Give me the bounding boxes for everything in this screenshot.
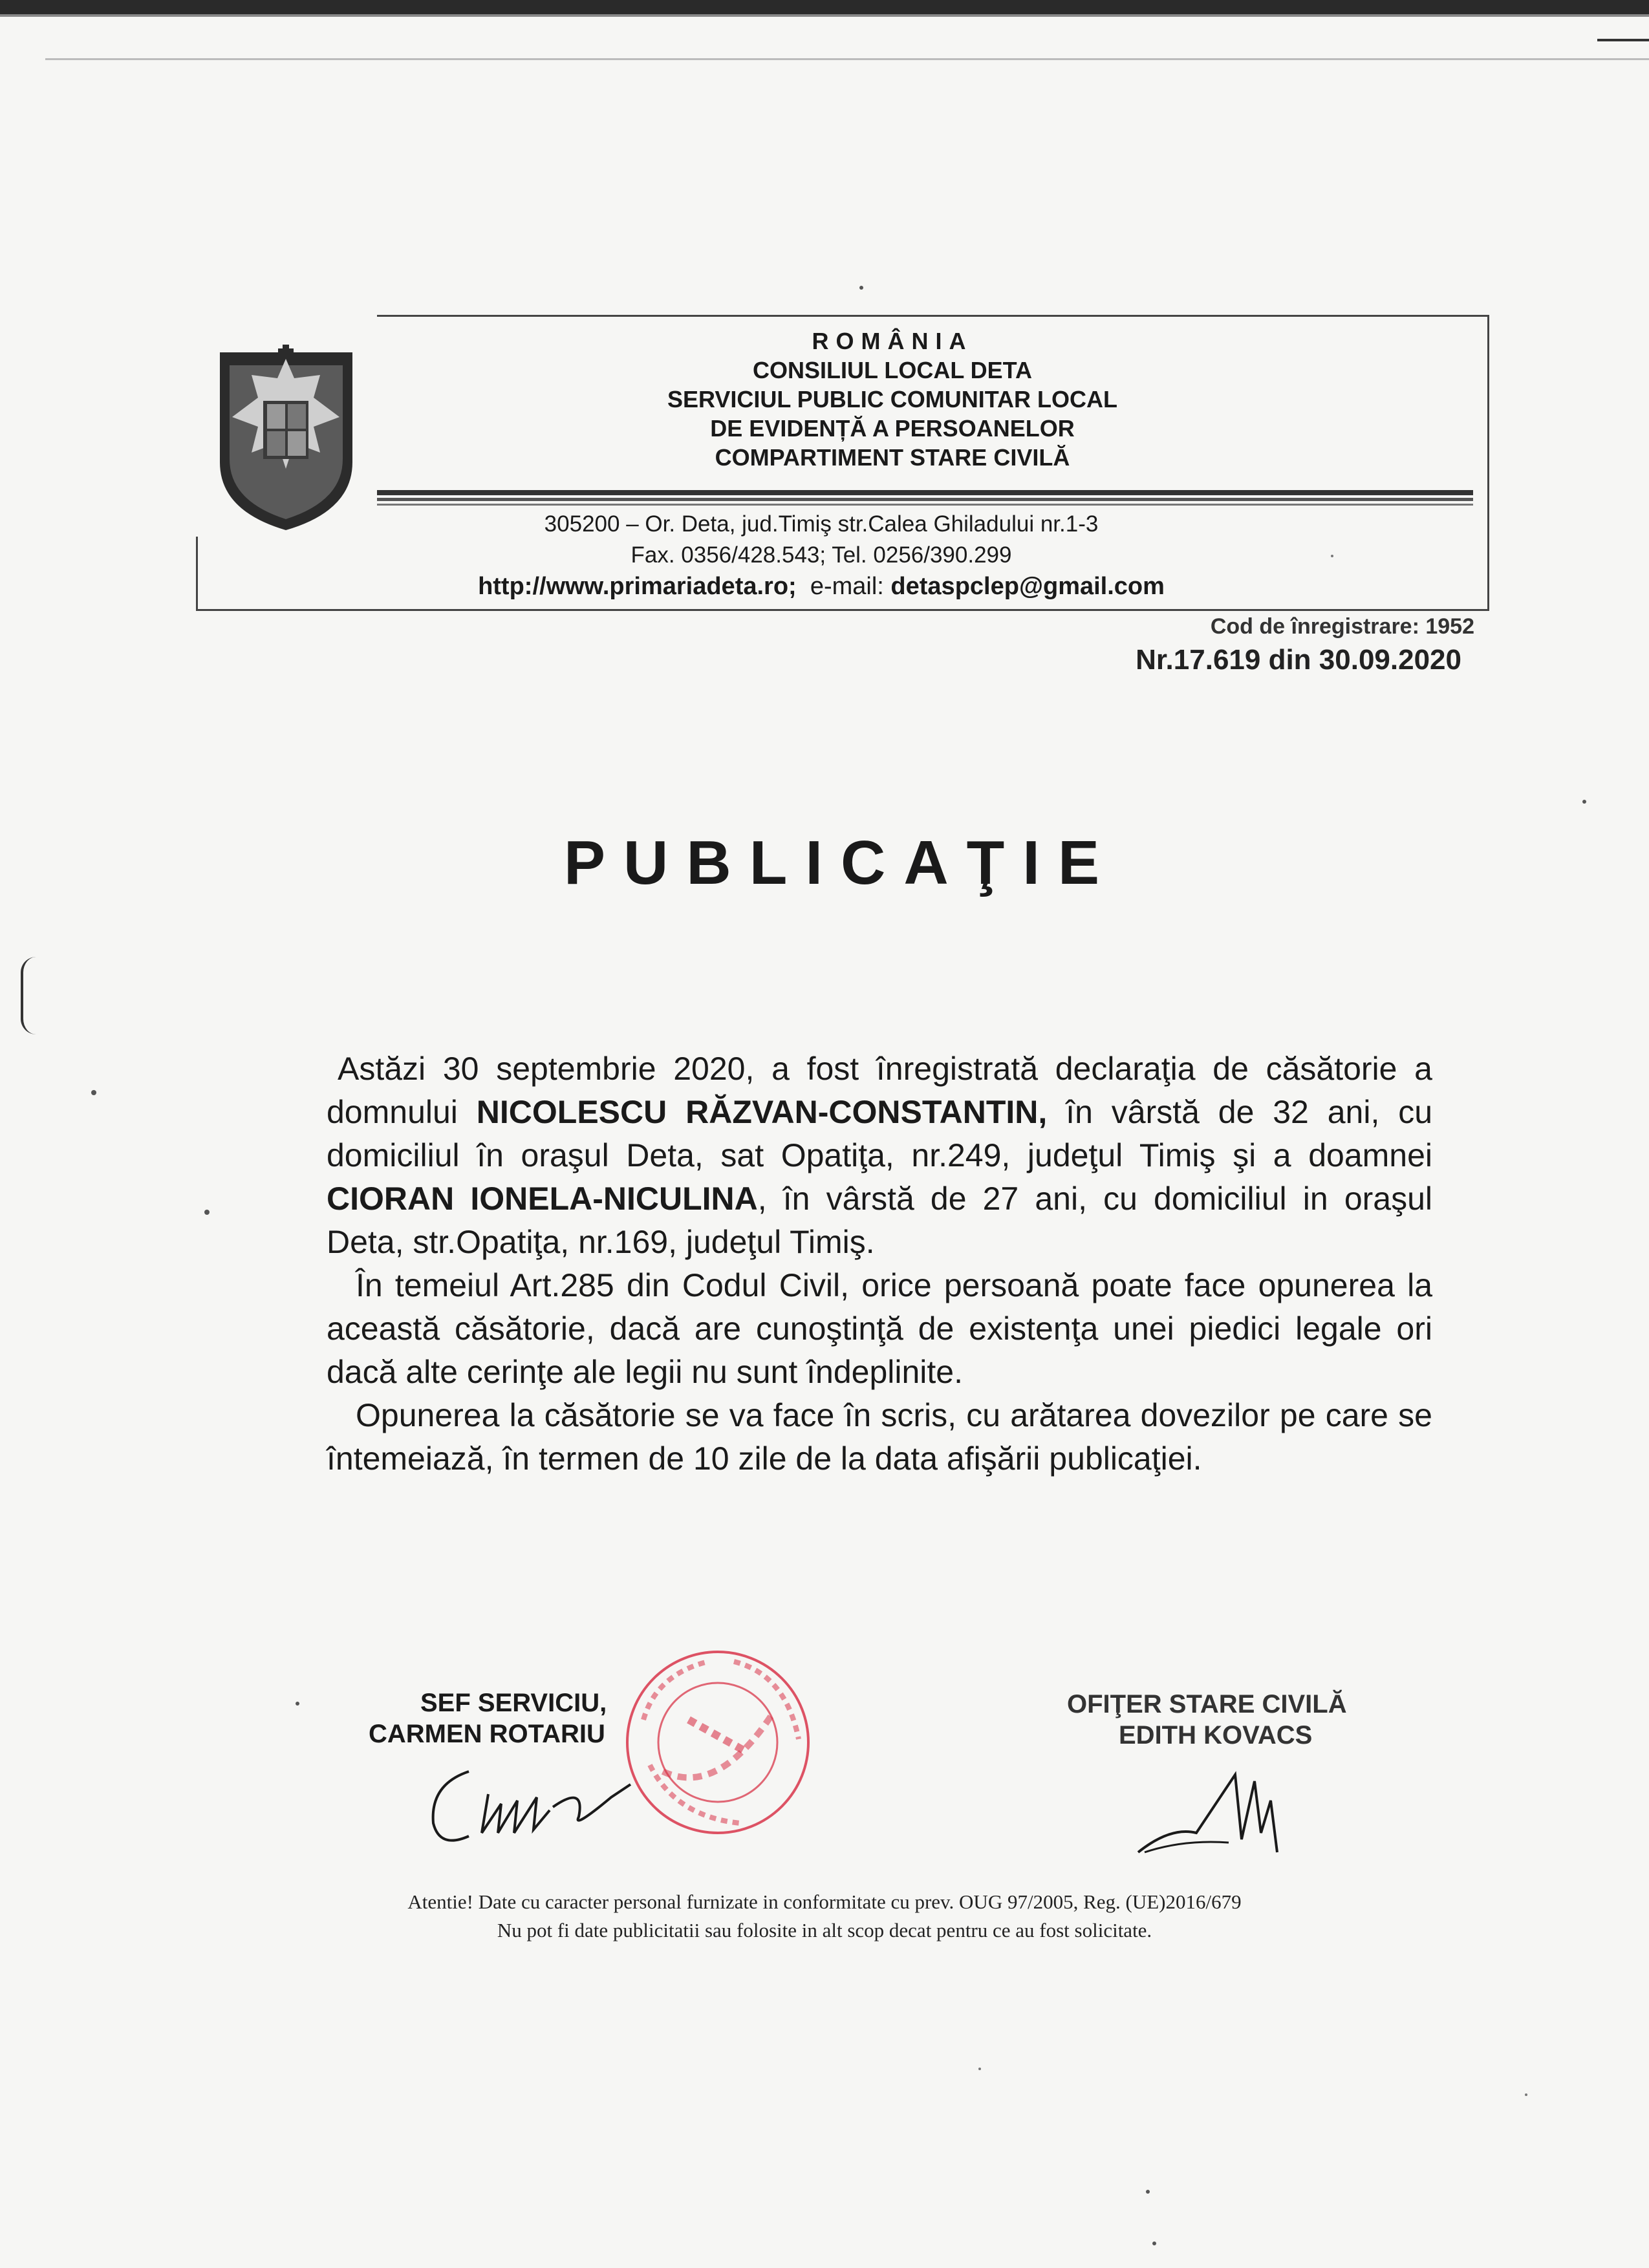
bride-name: CIORAN IONELA-NICULINA [327, 1181, 758, 1217]
department-name: COMPARTIMENT STARE CIVILĂ [715, 444, 1070, 471]
postal-address: 305200 – Or. Deta, jud.Timiş str.Calea Ghiladului nr.1-3 [544, 511, 1099, 537]
left-signatory-name: CARMEN ROTARIU [369, 1720, 605, 1748]
phone-fax: Fax. 0356/428.543; Tel. 0256/390.299 [630, 542, 1012, 568]
header-frame-bottom [196, 609, 1489, 611]
declaration-intro: Astăzi 30 septembrie 2020, a fost înregistrată declaraţia de căsătorie a domnului [327, 1051, 1432, 1130]
service-name: SERVICIUL PUBLIC COMUNITAR LOCAL [667, 386, 1117, 412]
bride-details: , în vârstă de 27 ani, cu domiciliul in oraşul Deta, str.Opatiţa, nr.169, judeţul Timiş. [327, 1181, 1432, 1260]
signature-left-icon [424, 1759, 637, 1856]
contact-block [388, 509, 1255, 602]
declaration-paragraph [327, 1047, 1432, 1264]
registration-number: Nr.17.619 din 30.09.2020 [1136, 644, 1461, 676]
privacy-notice-line1: Atentie! Date cu caracter personal furnizate in conformitate cu prev. OUG 97/2005, Reg. (UE)2016/679 [407, 1890, 1242, 1913]
web-email-line [388, 571, 1255, 602]
scan-edge-shadow [0, 14, 1649, 17]
publication-body [327, 1047, 1432, 1481]
header-frame-left [196, 537, 198, 611]
service-subname: DE EVIDENȚĂ A PERSOANELOR [710, 415, 1075, 442]
scan-edge [0, 0, 1649, 14]
official-stamp-icon [618, 1642, 818, 1843]
page-border-mark [1597, 39, 1649, 41]
registration-code: Cod de înregistrare: 1952 [1210, 614, 1474, 639]
signatory-right [1067, 1689, 1403, 1751]
email-address: detaspclep@gmail.com [890, 573, 1165, 600]
country-name: ROMÂNIA [812, 328, 973, 354]
privacy-notice [246, 1888, 1403, 1945]
council-name: CONSILIUL LOCAL DETA [753, 357, 1032, 383]
groom-details: în vârstă de 32 ani, cu domiciliul în oraşul Deta, sat Opatiţa, nr.249, judeţul Timiş şi a doamnei [327, 1094, 1433, 1173]
groom-name: NICOLESCU RĂZVAN-CONSTANTIN, [476, 1094, 1048, 1130]
header-rule-2 [377, 498, 1473, 501]
margin-mark [21, 957, 36, 1034]
page-border-line [45, 58, 1649, 60]
header-frame-right [1487, 315, 1489, 611]
email-label: e-mail: [810, 573, 884, 600]
website-link: http://www.primariadeta.ro; [478, 573, 797, 600]
left-signatory-role: SEF SERVICIU, [420, 1689, 607, 1717]
right-signatory-role: OFIŢER STARE CIVILĂ [1067, 1690, 1347, 1718]
privacy-notice-line2: Nu pot fi date publicitatii sau folosite in alt scop decat pentru ce au fost solicitate. [497, 1919, 1152, 1942]
header-rule-1 [377, 490, 1473, 495]
opposition-paragraph: Opunerea la căsătorie se va face în scris, cu arătarea dovezilor pe care se întemeiază, în termen de 10 zile de la data afişării publicaţiei. [327, 1397, 1432, 1477]
header-rule-3 [377, 504, 1473, 506]
document-title: PUBLICAŢIE [564, 828, 1117, 897]
coat-of-arms-icon [217, 339, 356, 533]
legal-basis-paragraph: În temeiul Art.285 din Codul Civil, orice persoană poate face opunerea la această căsătorie, dacă are cunoştinţă de existenţa unei piedici legale ori dacă alte cerinţe ale legii nu sunt îndeplinite. [327, 1267, 1432, 1390]
institution-heading [569, 326, 1216, 472]
signature-right-icon [1132, 1755, 1280, 1859]
header-frame-top [377, 315, 1489, 317]
right-signatory-name: EDITH KOVACS [1119, 1721, 1313, 1749]
